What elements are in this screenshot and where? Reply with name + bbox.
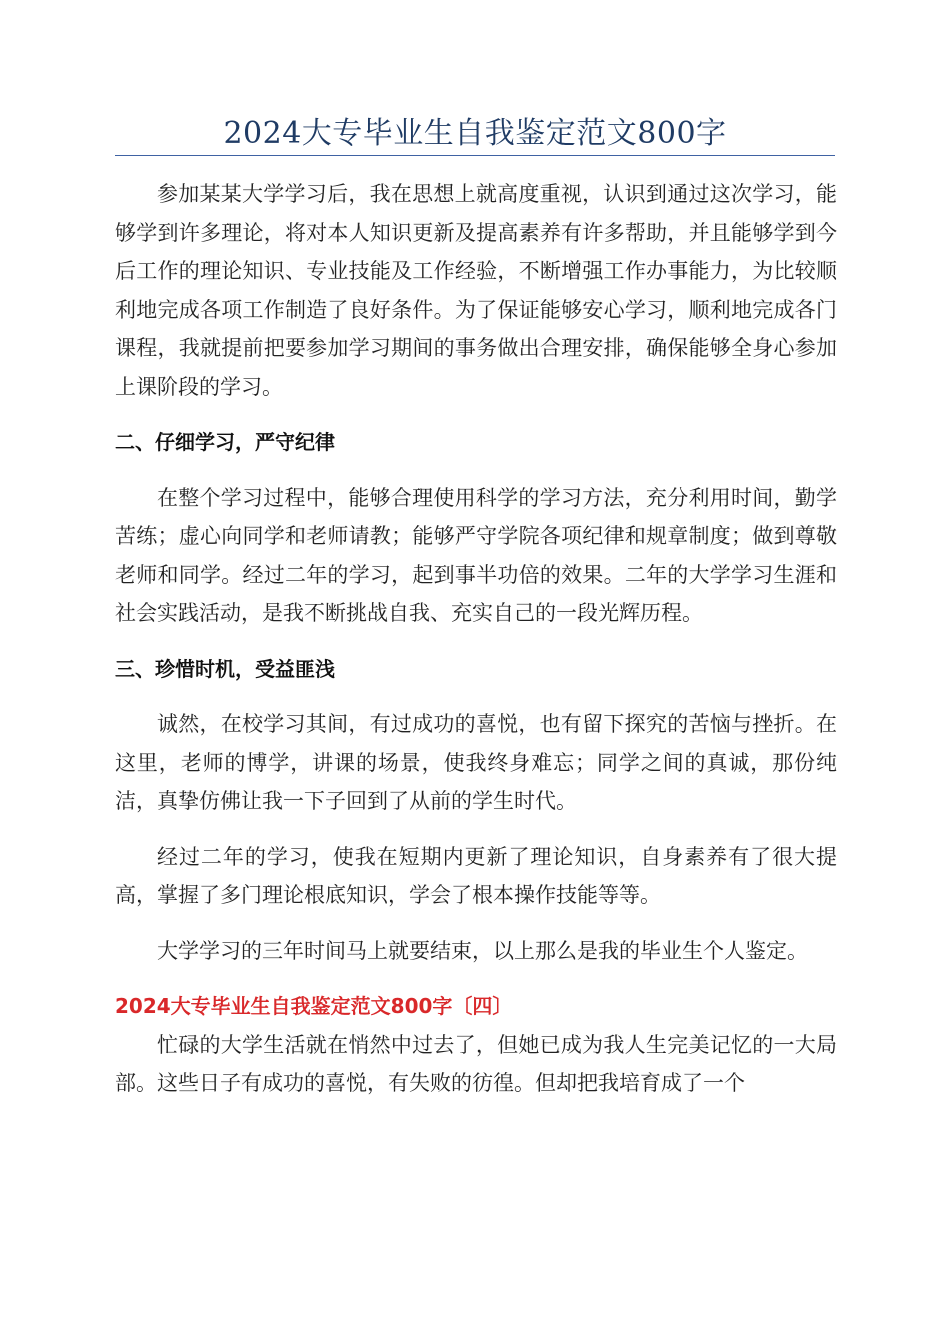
document-body: [115, 175, 837, 1103]
paragraph-intro: 参加某某大学学习后，我在思想上就高度重视，认识到通过这次学习，能够学到许多理论，将对本人知识更新及提高素养有许多帮助，并且能够学到今后工作的理论知识、专业技能及工作经验，不断增强工作办事能力，为比较顺利地完成各项工作制造了良好条件。为了保证能够安心学习，顺利地完成各门课程，我就提前把要参加学习期间的事务做出合理安排，确保能够全身心参加上课阶段的学习。: [115, 182, 837, 399]
paragraph-school-life: 诚然，在校学习其间，有过成功的喜悦，也有留下探究的苦恼与挫折。在这里，老师的博学，讲课的场景，使我终身难忘；同学之间的真诚，那份纯洁，真挚仿佛让我一下子回到了从前的学生时代。: [115, 712, 837, 813]
section-heading-part-four: 2024大专毕业生自我鉴定范文800字〔四〕: [115, 994, 513, 1018]
paragraph-study-process: 在整个学习过程中，能够合理使用科学的学习方法，充分利用时间，勤学苦练；虚心向同学和老师请教；能够严守学院各项纪律和规章制度；做到尊敬老师和同学。经过二年的学习，起到事半功倍的效果。二年的大学学习生涯和社会实践活动，是我不断挑战自我、充实自己的一段光辉历程。: [115, 485, 837, 625]
document-title: 2024大专毕业生自我鉴定范文800字: [223, 116, 727, 151]
title-underline: [115, 155, 835, 156]
heading-cherish-opportunity: 三、珍惜时机，受益匪浅: [115, 656, 335, 681]
heading-study-discipline: 二、仔细学习，严守纪律: [115, 430, 335, 454]
paragraph-busy-college-life: 忙碌的大学生活就在悄然中过去了，但她已成为我人生完美记忆的一大局部。这些日子有成功的喜悦，有失败的彷徨。但却把我培育成了一个: [115, 1032, 837, 1095]
paragraph-conclusion: 大学学习的三年时间马上就要结束，以上那么是我的毕业生个人鉴定。: [157, 938, 808, 963]
paragraph-knowledge-gain: 经过二年的学习，使我在短期内更新了理论知识，自身素养有了很大提高，掌握了多门理论根底知识，学会了根本操作技能等等。: [115, 844, 837, 907]
